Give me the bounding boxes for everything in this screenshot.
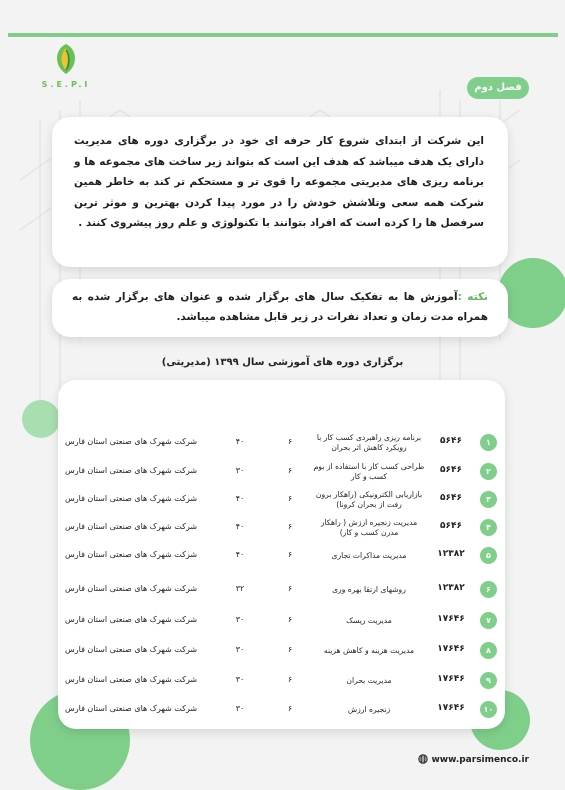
row-number-badge: ۵ bbox=[480, 547, 497, 564]
table-title: برگزاری دوره های آموزشی سال ۱۳۹۹ (مدیریتی) bbox=[161, 357, 404, 368]
note-paragraph bbox=[72, 287, 488, 327]
intro-paragraph: این شرکت از ابتدای شروع کار حرفه ای خود در برگزاری دوره های مدیریت دارای یک هدف میباشد که هدف این است که بتواند زیر ساخت های مجموعه ها و برنامه ریزی های مدیریتی مجموعه را قوی تر و مستحکم تر کند به خاطر همین شرکت همه سعی وتلاشش خودش را در مورد پیدا کردن بهترین و موثر ترین سرفصل ها را کرده است که افراد بتوانند با تکنولوژی و علم روز پیشروی کنند . bbox=[74, 135, 484, 229]
table-row bbox=[58, 514, 505, 542]
footer-website[interactable] bbox=[418, 754, 529, 765]
row-number-badge: ۳ bbox=[480, 491, 497, 508]
course-hours: ۶ bbox=[287, 615, 293, 624]
course-title: مدیریت هزینه و کاهش هزینه bbox=[323, 646, 415, 655]
company-name: شرکت شهرک های صنعتی استان فارس bbox=[65, 494, 198, 503]
company-name: شرکت شهرک های صنعتی استان فارس bbox=[65, 522, 198, 531]
course-code: ۱۷۶۴۶ bbox=[437, 674, 465, 684]
note-card bbox=[52, 279, 508, 337]
table-row bbox=[58, 486, 505, 514]
participant-count: ۴۰ bbox=[235, 494, 245, 503]
course-title: روشهای ارتقا بهره وری bbox=[332, 585, 406, 594]
course-code: ۱۲۳۸۲ bbox=[437, 549, 465, 559]
participant-count: ۴۰ bbox=[235, 437, 245, 446]
table-row bbox=[58, 429, 505, 457]
company-name: شرکت شهرک های صنعتی استان فارس bbox=[65, 675, 198, 684]
course-code: ۱۲۳۸۲ bbox=[437, 583, 465, 593]
course-hours: ۶ bbox=[287, 704, 293, 713]
company-name: شرکت شهرک های صنعتی استان فارس bbox=[65, 615, 198, 624]
participant-count: ۳۲ bbox=[235, 584, 245, 593]
row-number-badge: ۷ bbox=[480, 612, 497, 629]
course-hours: ۶ bbox=[287, 645, 293, 654]
course-code: ۵۶۴۶ bbox=[440, 521, 462, 531]
row-number-badge: ۱۰ bbox=[480, 701, 497, 718]
course-hours: ۶ bbox=[287, 675, 293, 684]
intro-card bbox=[52, 117, 508, 267]
participant-count: ۳۰ bbox=[235, 466, 245, 475]
website-text: www.parsimenco.ir bbox=[431, 755, 529, 765]
course-hours: ۶ bbox=[287, 466, 293, 475]
participant-count: ۴۰ bbox=[235, 522, 245, 531]
table-row bbox=[58, 607, 505, 635]
course-code: ۱۷۶۴۶ bbox=[437, 644, 465, 654]
company-name: شرکت شهرک های صنعتی استان فارس bbox=[65, 645, 198, 654]
course-hours: ۶ bbox=[287, 550, 293, 559]
course-hours: ۶ bbox=[287, 584, 293, 593]
participant-count: ۳۰ bbox=[235, 645, 245, 654]
course-title: مدیریت زنجیره ارزش ( راهکار مدرن کسب و کار) bbox=[320, 518, 418, 537]
note-text: آموزش ها به تفکیک سال های برگزار شده و عنوان های برگزار شده به همراه مدت زمان و تعداد نفرات در زیر قابل مشاهده میباشد. bbox=[72, 291, 488, 323]
course-title: مدیریت ریسک bbox=[346, 616, 392, 625]
course-title: برنامه ریزی راهبردی کسب کار با رویکرد کاهش اثر بحران bbox=[316, 433, 422, 452]
company-name: شرکت شهرک های صنعتی استان فارس bbox=[65, 704, 198, 713]
row-number-badge: ۲ bbox=[480, 463, 497, 480]
company-name: شرکت شهرک های صنعتی استان فارس bbox=[65, 550, 198, 559]
course-code: ۵۶۴۶ bbox=[440, 436, 462, 446]
course-code: ۱۷۶۴۶ bbox=[437, 703, 465, 713]
table-row bbox=[58, 637, 505, 665]
globe-icon bbox=[418, 754, 428, 764]
course-title: طراحی کسب کار با استفاده از بوم کسب و کار bbox=[313, 462, 425, 481]
decor-blob-table-left bbox=[22, 400, 60, 438]
table-row bbox=[58, 667, 505, 695]
course-title: مدیریت مذاکرات تجاری bbox=[331, 551, 407, 560]
table-row bbox=[58, 542, 505, 570]
course-hours: ۶ bbox=[287, 437, 293, 446]
course-code: ۵۶۴۶ bbox=[440, 465, 462, 475]
participant-count: ۳۰ bbox=[235, 675, 245, 684]
decor-blob-top-right bbox=[498, 258, 565, 328]
course-code: ۱۷۶۴۶ bbox=[437, 614, 465, 624]
row-number-badge: ۶ bbox=[480, 581, 497, 598]
participant-count: ۴۰ bbox=[235, 550, 245, 559]
note-label: نکته : bbox=[457, 291, 488, 303]
participant-count: ۳۰ bbox=[235, 615, 245, 624]
courses-table bbox=[58, 380, 505, 729]
table-row bbox=[58, 576, 505, 604]
logo-text: S.E.P.I bbox=[41, 80, 91, 89]
table-row bbox=[58, 696, 505, 724]
course-title: زنجیره ارزش bbox=[347, 705, 391, 714]
row-number-badge: ۹ bbox=[480, 672, 497, 689]
top-accent-bar bbox=[8, 33, 558, 37]
course-title: مدیریت بحران bbox=[346, 676, 392, 685]
row-number-badge: ۸ bbox=[480, 642, 497, 659]
chapter-badge: فصل دوم bbox=[467, 77, 529, 99]
course-code: ۵۶۴۶ bbox=[440, 493, 462, 503]
row-number-badge: ۴ bbox=[480, 519, 497, 536]
course-hours: ۶ bbox=[287, 494, 293, 503]
company-name: شرکت شهرک های صنعتی استان فارس bbox=[65, 584, 198, 593]
company-name: شرکت شهرک های صنعتی استان فارس bbox=[65, 437, 198, 446]
participant-count: ۳۰ bbox=[235, 704, 245, 713]
course-hours: ۶ bbox=[287, 522, 293, 531]
table-row bbox=[58, 458, 505, 486]
company-name: شرکت شهرک های صنعتی استان فارس bbox=[65, 466, 198, 475]
course-title: بازاریابی الکترونیکی (راهکار برون رفت از بحران کرونا) bbox=[315, 490, 423, 509]
row-number-badge: ۱ bbox=[480, 434, 497, 451]
